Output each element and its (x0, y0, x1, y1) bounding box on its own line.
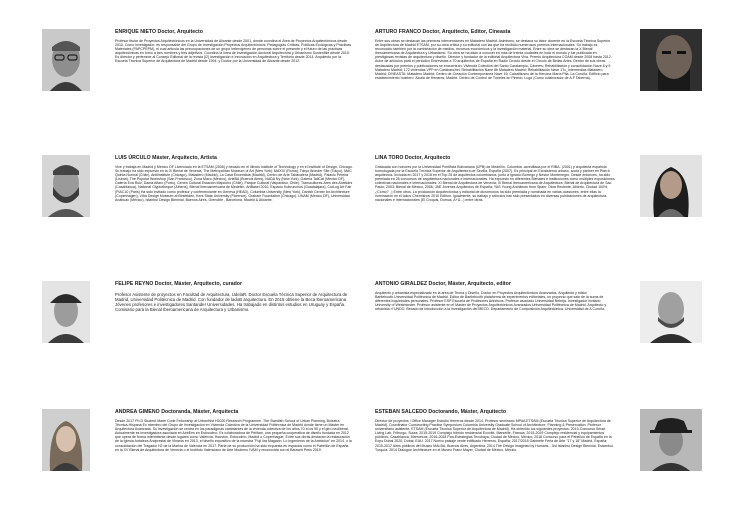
portrait-bw-man-glasses-icon (42, 29, 90, 91)
person-name: FELIPE REYNO Doctor, Máster, Arquitecto, curador (115, 281, 243, 287)
person-bio: Profesor Asistente de proyectos en Facultad de Arquitectura, UdelaR. Doctor Escuela Técnica Superior de Arquitectura de Madrid, Universidad Politécnica de Madrid. Con fundador de ladoB arquitectura. En 2015 obtiene la Beca Iberoamericana Jóvenes profesores e investigadores Santander Universidades. Ha trabajado en distintos estudios en Uruguay y España. Comisario para la Bienal Iberoamericana de Arquitectura y Urbanismo. (115, 292, 348, 312)
person-bio: Arquitecto y urbanista especializado en la area de Teoría y Diseño, Doctor en Proyectos Arquitectónicos Avanzados. Arquitecto y editor Bartlebooth.Universidad Politécnica de Madrid. Editor de Bartlebooth plataforma de experimentos editoriales, un proyecto que sale de la suma de diferentes inquietudes personales. Profesor ESP Escuela de Profesores Artísticos. Profesor asociado Universidad Nebrija. Investigador invitado University of Westminster. Profesor asistente en el Máster de Proyectos Arquitectónicos Avanzados Universidad Politécnica de Madrid. Arquitecto y urbanista n°UNDO. Becado de introducción a la investigación del MECD. Departamento de Composición Arquitectónica. Universidad de A Coruña. (375, 291, 607, 312)
person-bio: Profesor titular de Proyectos Arquitectónicos en la Universidad de Alicante desde 2001, donde coordina el Área de Proyectos Arquitectónicos desde 2010. Como investigador, es responsable del Grupo de Investigación Proyectos Arquitectónicos: Pedagogías Críticas, Políticas Ecológicas y Prácticas Materiales (PAPCPEPM), el cual articula las preocupaciones de un grupo heterogéneo de personas sobre el presente y el futuro de las prácticas arquitectónicas en torno a tres nombres y tres adjetivos. Coordina la línea de investigación doctoral Arquitectura y Urbanismo Sostenible desde 2015. Es director y pertenece al Consejo Editorial de la revista [i2] Investigación e Innovación en Arquitectura y Territorio desde 2014. Arquitecto por la Escuela Técnica Superior de Arquitectura de Madrid desde 1994, y Doctor por la Universidad de Alicante desde 2012. (115, 39, 351, 64)
person-bio: Vive y trabaja en Madrid y Mexico DF Licenciado en la ETSAM (2006) y becado en el Illinois Institute of Technology y en el Institute of Design, Chicago. Su trabajo ha sido expuesto en la IX Bienal de Venecia, The Metropolitan Museum of Art (New York), MAXXI (Roma), Tokyo Wonder Site (Tokyo), MAC Quinta Normal (Chile), Antilinstitute (Chicago), Matadero (Madrid), La Casa Encendida (Madrid), Centro de Arte Tabacalera (Madrid), Palacio Pereira (Lisboa), The Popular Workshop (San Francisco), Zona Maco (Mexico), ArteBA (Buenos Aires), NADA Ny (New York), Galería TallCat (Mexico DF), Galería Eva Ruiz, Dama Alfaro (Porto), Centro Cultural Estación Mapocho (Chile), Parque Cultural (Valparaiso, Chile), Transcultures-Ares des Abattoirs (Casablanca), National Glyptotheque (Athens), Bienal Iberoamericana de Medellín, ArtBasel 2010, Espacio Kubrunchos (Guadalajara), CutLog Art Fair (PIAC10 (Paris) Ha sido invitado como profesor y conferenciante en Geneva (HEAD), Columbia University (New York), Danish Center for Architecture (Copenhagen), Vitra Design Museum at Birsfelden, Kent State University (Florence), Graham Foundation (Chicago), UNAM (Mexico DF), Universidad Anáhuac (México), Istanbul Design Biennial, Buenos Aires, Grenoble , Barcelona, Madrid & Alicante. (115, 165, 353, 202)
person-name: ESTEBAN SALCEDO Doctorando, Máster, Arquitecto (375, 409, 507, 415)
portrait-photo (640, 281, 702, 343)
portrait-photo (640, 409, 702, 471)
person-bio: Desde 2017 Ph.D Student Marie Curie Fellowship at UrbanHist H2020 Research Programme. The Swedish School of Urban Planning. Bolseira Técnica-Hispana Ex miembro del Grupo de Investigación en Vivienda Colectiva de la Universidad Politécnica de Madrid donde tiene un Máster en Arquitectura Avanzada. Su investigación se centra en los paradigmas cambiantes de la vivienda colectiva de los años 70 a los 90 y el giro neoliberal. Actualmente es investigadora asociada en AirbEes en Estocolmo. Es colaboradora de Pelifam, una pequeña cooperativa de diseño fundada en 2012 que opera de forma intermitente desde lugares como Valencia, Houston, Estocolmo, Madrid o Copenhague. Entre sus obras destacan la restauración de la iglesia-fortaleza Arciprestal de Vinaròs en 2013, el diseño expositivo de la muestra "Fuji Iira Magazin, Lo Ingenieros de la Ambición" en 2014, o la consolidación del Tragadol H2 de la Marina de Valencia en 2017. Parte de su producción ha sido expuesta en espacios como el Pabellón de España en la XV Bienal de Arquitectura de Venecia o el Instituto Valenciano de Arte Moderno IVAM y reconocida con el Bauwelt Preis 2019. (115, 419, 352, 452)
person-name: ARTURO FRANCO Doctor, Arquitecto, Editor, Cineasta (375, 29, 511, 35)
person-bio: Entre sus obras se destacan las primeras intervenciones en Matadero Madrid. Asimismo, se destaca su labor docente en la Escuela Técnica Superior de Arquitectura de Madrid ETSAM, por su obra crítica y su editorial con las que ha recibido numerosos premios internacionales. Su trabajo es reconocido también por la combinación de medios, recursos económicos y la investigación material. Entre su obra se destacan la X Bienal Iberoamericana de Arquitectura y Urbanismo. Su obra se ha dado a conocer en más de treinta ciudades en todo el mundo y fue publicada en prestigiosas revistas de arquitectura y diseño. Director y fundador de la editorial Arquitectura Viva. Premio Arquitectura COAM desde 2008 hasta 2012. Autor de artículos para el periódico Entrevistas a 70 arquitectos de España en Radio Círculo desde el Círculo de Bellas Artes. Dentro de sus obras destacadas por premios y publicaciones se encuentran: Vivienda Colectiva del Santo Caralampio, Cáceres; Rehabilitación y consolidación Nave 8 y 9 Matadero Madrid; 172 viviendas VPP en Carabanchel; Rehabilitación Nave 8b Matadero Madrid; Rehabilitación Nave 17c_Intermedias Matadero Madrid; CINEASTA: Matadero Madrid; Centro de Creación Contemporánea Nave 16; CaixaMuseo de la Heroína María Pita. La Coruña. Edificio para establecimiento hotelero. Alcalá de Henares; Madrid. Centro de Control de Túneles en Pinedo. Lugo (Como colaborador de A.F Taberna). (375, 39, 612, 80)
portrait-woman-dark-hair-icon (640, 155, 702, 217)
person-name: ENRIQUE NIETO Doctor, Arquitecto (115, 29, 203, 35)
portrait-photo (42, 155, 90, 217)
portrait-photo (640, 29, 702, 91)
person-name: ANDREA GIMENO Doctoranda, Máster, Arquitecta (115, 409, 239, 415)
portrait-bw-man-hat-icon (640, 409, 702, 471)
person-bio: Graduada con honores por la Universidad Pontificia Bolivariana (UPB) de Medellín, Colombia -acreditada por el RIBA- (2001) y arquitecta española homologada por la Escuela Técnica Superior de Arquitectura de Sevilla, España (2007). Es principal en Ecosistema urbano, socia y partner en Plan:b arquitectos. Incluida en 2017 y 2018 en el Top 25 de arquitectos colombianos, junto a Ignacio Borrego y Néstor Montenegro. Desde entonces, ha sido premiada en 28 concursos de arquitectura nacionales e internacionales. Ha expuesto en diferentes Bienales e instituciones como múltiples exposiciones colectivas nacionales e internacionales: XI Bienal de Arquitectura de Venecia; XI Bienal Iberoamericana de Arquitectura; Bienal de Arquitectura de Sao Paulo, 2003; Bienal de México, 2006; JAE Jóvenes Arquitectos de España; YAS Young Architects from Spain; Obra Reciente, Abierto, Ciudad 100%, ¿Cómo? , | Entre otros. La producción Arquitectónica y editorial de dicromonos ha sido premiada y nominada en varias ocasiones, entre ellas la nominación en el Iakov Chernikhov 2010 Edition. Igualmente, su trabajo y artículos han sido presentados en diversas publicaciones de arquitectura, nacionales e internacionales (El Croquis, Domus, A+U...) entre otras. (375, 165, 615, 202)
person-name: ANTONIO GIRALDEZ Doctor, Máster, Arquitecto, editor (375, 281, 511, 287)
portrait-bw-man-bald-icon (640, 281, 702, 343)
portrait-photo (42, 281, 90, 343)
portrait-bw-man-beard-icon (42, 155, 90, 217)
portrait-woman-light-icon (42, 409, 90, 471)
person-bio: Director de proyectos / Office Manager Estudio Herreros desde 2014. Profesor seminario MPAA ETSAM (Escuela Técnica Superior de Arquitectura de Madrid). Coordinator Constructing Practice Symposium Columbia University Graduate School of Architecture, Planning & Preservation. Profesor universitario asistente, ETSAM (Escuela Técnica Superior de Arquitectura de Madrid). Ha obtenido los siguientes proyectos: 2019-Concurso Smart Living Lab, Friburgo, Suiza; 2015-2019 Complejo híbrido residencial Ecocité, Marseille, Francia; 2015-2019 Complejo residencial y equipamientos públicos, Casablanca, Marruecos; 2016-2018 Pan-Estrategias Tecubaya, Ciudad de México, México; 2018 Concurso para el Pabellón de España en la Expo Dubai 2020, Dubai, EAU. 2017 Nuevo paisaje verde edificado Herreros, España; 2017/2018 Gabinete Feria de Arte "17 y 18" Madrid, España; 2015-2017 Aires públicos del Museo MALBA, Buenos Aires, Argentina. 2014 The Design Imagined by Humans - 3rd Istanbul Design Biennial, Estambul, Turquía. 2014 Dialogue Architecture en el Museo Franz Mayer, Ciudad de México, México. (375, 419, 614, 452)
person-name: LUIS ÚRCULO Máster, Arquitecto, Artista (115, 155, 217, 161)
portrait-photo (42, 29, 90, 91)
portrait-photo (42, 409, 90, 471)
portrait-bw-man-cap-icon (42, 281, 90, 343)
portrait-man-beard-dark-icon (640, 29, 702, 91)
portrait-photo (640, 155, 702, 217)
person-name: LINA TORO Doctor, Arquitecto (375, 155, 451, 161)
